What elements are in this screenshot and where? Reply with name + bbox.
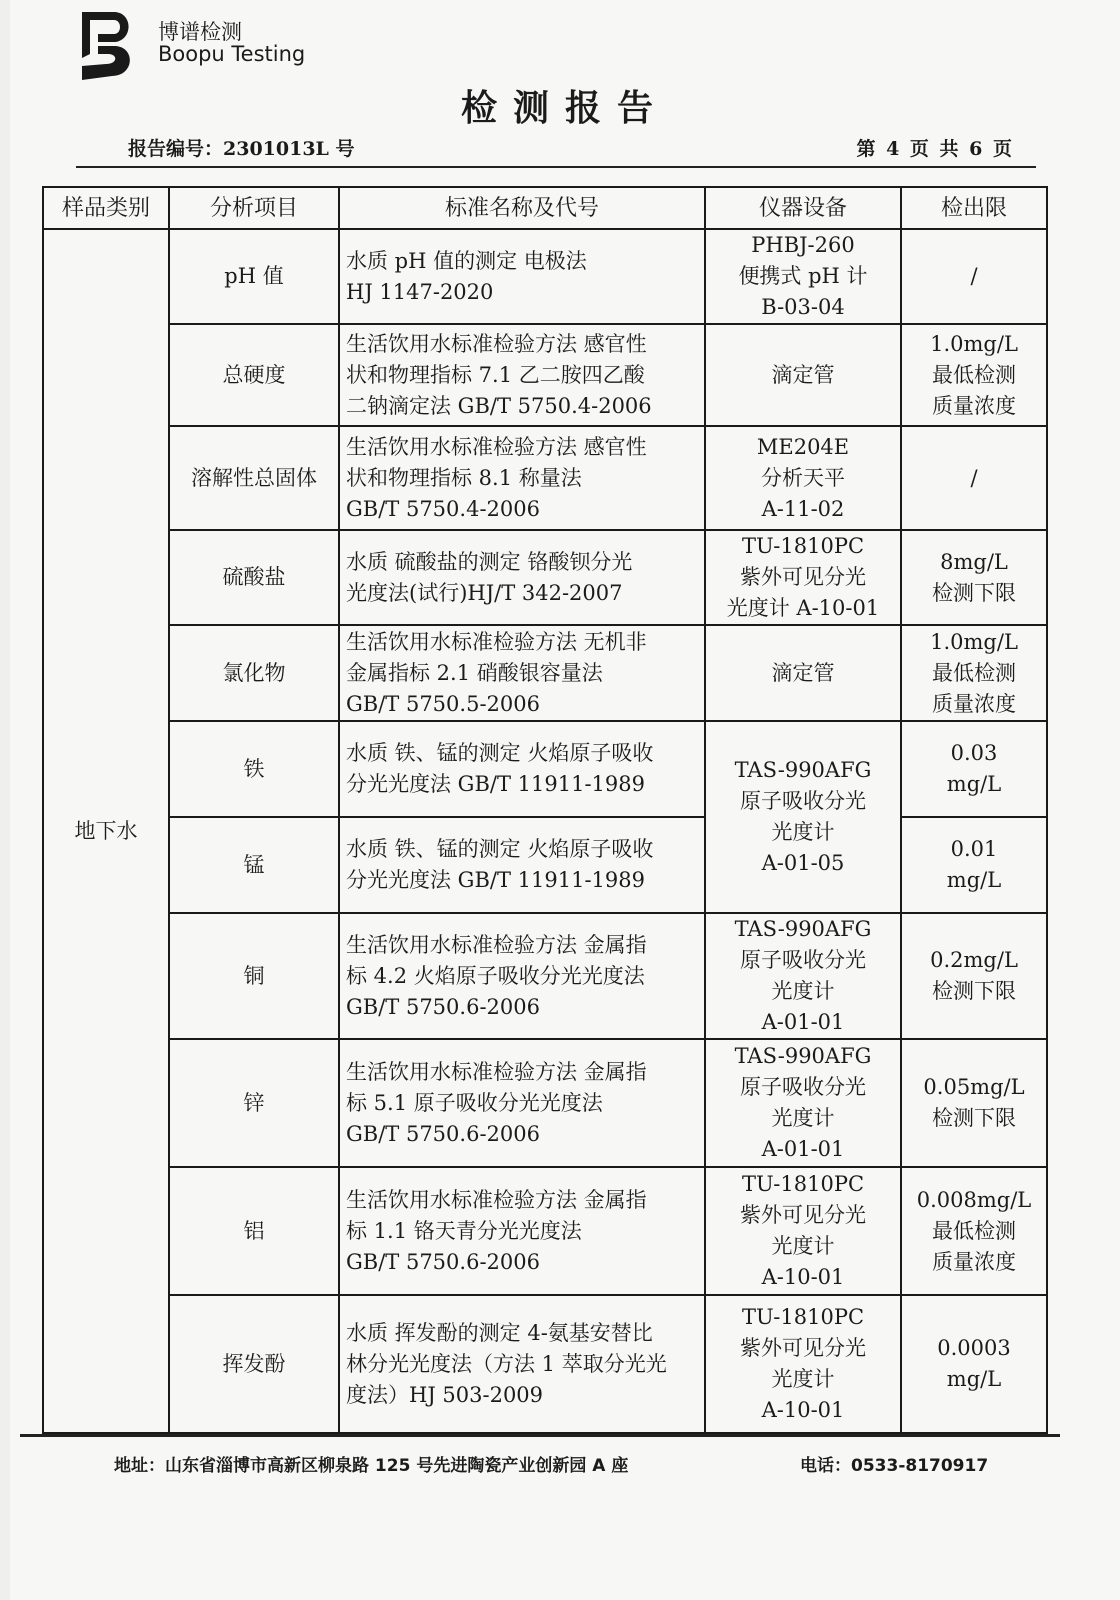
instrument-cell	[705, 324, 901, 426]
standard-cell	[339, 817, 705, 913]
instrument-line: 紫外可见分光	[740, 565, 866, 589]
detection-limit-cell	[901, 530, 1047, 625]
instrument-cell	[705, 1295, 901, 1433]
table-row	[43, 913, 1047, 1039]
standard-line: 度法）HJ 503-2009	[346, 1382, 544, 1407]
detection-limit-line: 检测下限	[932, 979, 1016, 1003]
header-detection-limit: 检出限	[901, 187, 1047, 229]
page-number: 第 4 页 共 6 页	[856, 138, 1012, 160]
table-row	[43, 324, 1047, 426]
header-standard: 标准名称及代号	[339, 187, 705, 229]
detection-limit-line: 0.03	[950, 741, 998, 765]
instrument-line: 光度计	[771, 820, 835, 844]
detection-limit-line: mg/L	[946, 1367, 1002, 1391]
detection-limit-line: 0.05mg/L	[923, 1075, 1025, 1099]
instrument-line: TU-1810PC	[741, 534, 865, 558]
detection-limit-cell	[901, 913, 1047, 1039]
detection-limit-cell	[901, 1295, 1047, 1433]
detection-limit-line: /	[970, 264, 978, 288]
detection-limit-line: 最低检测	[932, 362, 1016, 387]
detection-limit-cell	[901, 426, 1047, 530]
detection-limit-line: 0.008mg/L	[916, 1187, 1032, 1212]
standard-line: 生活饮用水标准检验方法 金属指	[346, 1187, 647, 1212]
test-method-table	[42, 186, 1048, 1434]
standard-cell	[339, 1039, 705, 1167]
instrument-line: 光度计	[771, 1106, 835, 1130]
instrument-line: B-03-04	[761, 295, 845, 319]
detection-limit-line: 最低检测	[932, 660, 1016, 685]
instrument-line: 便携式 pH 计	[738, 264, 868, 288]
analysis-item-cell: 铜	[169, 913, 339, 1039]
detection-limit-line: 质量浓度	[932, 1249, 1016, 1274]
detection-limit-line: mg/L	[946, 868, 1002, 892]
standard-line: GB/T 5750.4-2006	[346, 496, 540, 521]
standard-line: 标 4.2 火焰原子吸收分光光度法	[346, 963, 645, 988]
detection-limit-line: /	[970, 465, 978, 490]
instrument-cell	[705, 721, 901, 913]
instrument-cell	[705, 1039, 901, 1167]
standard-line: 金属指标 2.1 硝酸银容量法	[346, 660, 603, 685]
standard-line: 水质 pH 值的测定 电极法	[346, 248, 587, 273]
standard-cell	[339, 530, 705, 625]
table-row	[43, 1295, 1047, 1433]
header-instrument: 仪器设备	[705, 187, 901, 229]
analysis-item-cell: 挥发酚	[169, 1295, 339, 1433]
standard-line: 生活饮用水标准检验方法 无机非	[346, 629, 647, 654]
instrument-line: 原子吸收分光	[740, 948, 866, 972]
detection-limit-line: 0.01	[950, 837, 998, 861]
table-header-row	[43, 187, 1047, 229]
report-page	[10, 0, 1120, 1600]
instrument-cell	[705, 1167, 901, 1295]
standard-line: GB/T 5750.5-2006	[346, 691, 540, 716]
sample-type-cell: 地下水	[43, 229, 169, 1433]
instrument-line: A-01-01	[761, 1137, 845, 1161]
analysis-item-cell: 锰	[169, 817, 339, 913]
detection-limit-line: 0.0003	[937, 1336, 1011, 1360]
standard-line: 标 5.1 原子吸收分光光度法	[346, 1090, 603, 1115]
detection-limit-line: 最低检测	[932, 1218, 1016, 1243]
instrument-line: 紫外可见分光	[740, 1203, 866, 1227]
footer-divider	[20, 1434, 1060, 1437]
instrument-line: 紫外可见分光	[740, 1336, 866, 1360]
standard-line: 生活饮用水标准检验方法 感官性	[346, 434, 647, 459]
analysis-item-cell: pH 值	[169, 229, 339, 324]
standard-line: 状和物理指标 7.1 乙二胺四乙酸	[346, 362, 645, 387]
detection-limit-cell	[901, 1039, 1047, 1167]
standard-line: 生活饮用水标准检验方法 金属指	[346, 932, 647, 957]
analysis-item-cell: 硫酸盐	[169, 530, 339, 625]
brand-name-cn: 博谱检测	[158, 20, 242, 44]
report-number: 报告编号：2301013L 号	[128, 138, 355, 160]
instrument-line: TU-1810PC	[741, 1172, 865, 1196]
table-row	[43, 1039, 1047, 1167]
instrument-line: 原子吸收分光	[740, 789, 866, 813]
header-divider	[76, 166, 1036, 168]
instrument-line: PHBJ-260	[751, 233, 855, 257]
instrument-cell	[705, 229, 901, 324]
instrument-line: TAS-990AFG	[734, 1044, 872, 1068]
detection-limit-line: 8mg/L	[940, 549, 1008, 574]
instrument-line: 光度计	[771, 1234, 835, 1258]
standard-line: 生活饮用水标准检验方法 感官性	[346, 331, 647, 356]
analysis-item-cell: 锌	[169, 1039, 339, 1167]
detection-limit-cell	[901, 1167, 1047, 1295]
instrument-line: 分析天平	[761, 465, 845, 490]
detection-limit-line: 0.2mg/L	[930, 948, 1018, 972]
instrument-line: 滴定管	[771, 660, 835, 685]
standard-line: GB/T 5750.6-2006	[346, 1249, 540, 1274]
detection-limit-cell	[901, 817, 1047, 913]
detection-limit-line: 检测下限	[932, 1106, 1016, 1130]
table-row	[43, 426, 1047, 530]
boopu-logo	[76, 8, 136, 82]
instrument-line: 光度计	[771, 979, 835, 1003]
analysis-item-cell: 铁	[169, 721, 339, 817]
standard-line: 二钠滴定法 GB/T 5750.4-2006	[346, 393, 652, 418]
instrument-cell	[705, 913, 901, 1039]
standard-line: 分光光度法 GB/T 11911-1989	[346, 868, 645, 892]
instrument-line: ME204E	[756, 434, 850, 459]
analysis-item-cell: 铝	[169, 1167, 339, 1295]
detection-limit-cell	[901, 229, 1047, 324]
standard-cell	[339, 721, 705, 817]
standard-line: 分光光度法 GB/T 11911-1989	[346, 772, 645, 796]
standard-cell	[339, 1295, 705, 1433]
standard-line: 水质 铁、锰的测定 火焰原子吸收	[346, 837, 654, 861]
instrument-line: 光度计	[771, 1367, 835, 1391]
standard-cell	[339, 1167, 705, 1295]
instrument-cell	[705, 426, 901, 530]
standard-line: 标 1.1 铬天青分光光度法	[346, 1218, 582, 1243]
standard-line: 水质 铁、锰的测定 火焰原子吸收	[346, 741, 654, 765]
standard-line: 光度法(试行)HJ/T 342-2007	[346, 580, 623, 605]
standard-line: GB/T 5750.6-2006	[346, 1121, 540, 1146]
table-row	[43, 1167, 1047, 1295]
standard-cell	[339, 426, 705, 530]
footer-phone: 电话：0533-8170917	[800, 1456, 989, 1476]
standard-line: 水质 挥发酚的测定 4-氨基安替比	[346, 1320, 653, 1345]
standard-line: 生活饮用水标准检验方法 金属指	[346, 1059, 647, 1084]
standard-cell	[339, 324, 705, 426]
header-sample-type: 样品类别	[43, 187, 169, 229]
analysis-item-cell: 氯化物	[169, 625, 339, 721]
brand-name-en: Boopu Testing	[158, 42, 306, 66]
standard-cell	[339, 625, 705, 721]
footer-address: 地址：山东省淄博市高新区柳泉路 125 号先进陶瓷产业创新园 A 座	[114, 1456, 629, 1476]
instrument-line: 滴定管	[771, 362, 835, 387]
standard-line: GB/T 5750.6-2006	[346, 994, 540, 1019]
detection-limit-line: 检测下限	[932, 580, 1016, 605]
detection-limit-line: 1.0mg/L	[930, 629, 1018, 654]
detection-limit-cell	[901, 721, 1047, 817]
analysis-item-cell: 总硬度	[169, 324, 339, 426]
standard-line: 状和物理指标 8.1 称量法	[346, 465, 582, 490]
instrument-cell	[705, 530, 901, 625]
detection-limit-line: 质量浓度	[932, 691, 1016, 716]
table-row	[43, 625, 1047, 721]
detection-limit-line: mg/L	[946, 772, 1002, 796]
table-row	[43, 530, 1047, 625]
table-row	[43, 229, 1047, 324]
instrument-line: TU-1810PC	[741, 1305, 865, 1329]
instrument-line: TAS-990AFG	[734, 917, 872, 941]
instrument-line: TAS-990AFG	[734, 758, 872, 782]
header-analysis-item: 分析项目	[169, 187, 339, 229]
detection-limit-line: 1.0mg/L	[930, 331, 1018, 356]
table-row	[43, 721, 1047, 817]
instrument-line: 光度计 A-10-01	[726, 596, 880, 620]
instrument-line: A-01-05	[761, 851, 845, 875]
standard-cell	[339, 229, 705, 324]
standard-line: HJ 1147-2020	[346, 279, 494, 304]
instrument-line: A-10-01	[761, 1398, 845, 1422]
standard-cell	[339, 913, 705, 1039]
standard-line: 林分光光度法（方法 1 萃取分光光	[346, 1351, 667, 1376]
instrument-line: 原子吸收分光	[740, 1075, 866, 1099]
instrument-line: A-10-01	[761, 1265, 845, 1289]
instrument-line: A-01-01	[761, 1010, 845, 1034]
standard-line: 水质 硫酸盐的测定 铬酸钡分光	[346, 549, 633, 574]
detection-limit-cell	[901, 324, 1047, 426]
instrument-cell	[705, 625, 901, 721]
detection-limit-line: 质量浓度	[932, 393, 1016, 418]
detection-limit-cell	[901, 625, 1047, 721]
analysis-item-cell: 溶解性总固体	[169, 426, 339, 530]
instrument-line: A-11-02	[761, 496, 845, 521]
report-title: 检测报告	[460, 87, 669, 129]
